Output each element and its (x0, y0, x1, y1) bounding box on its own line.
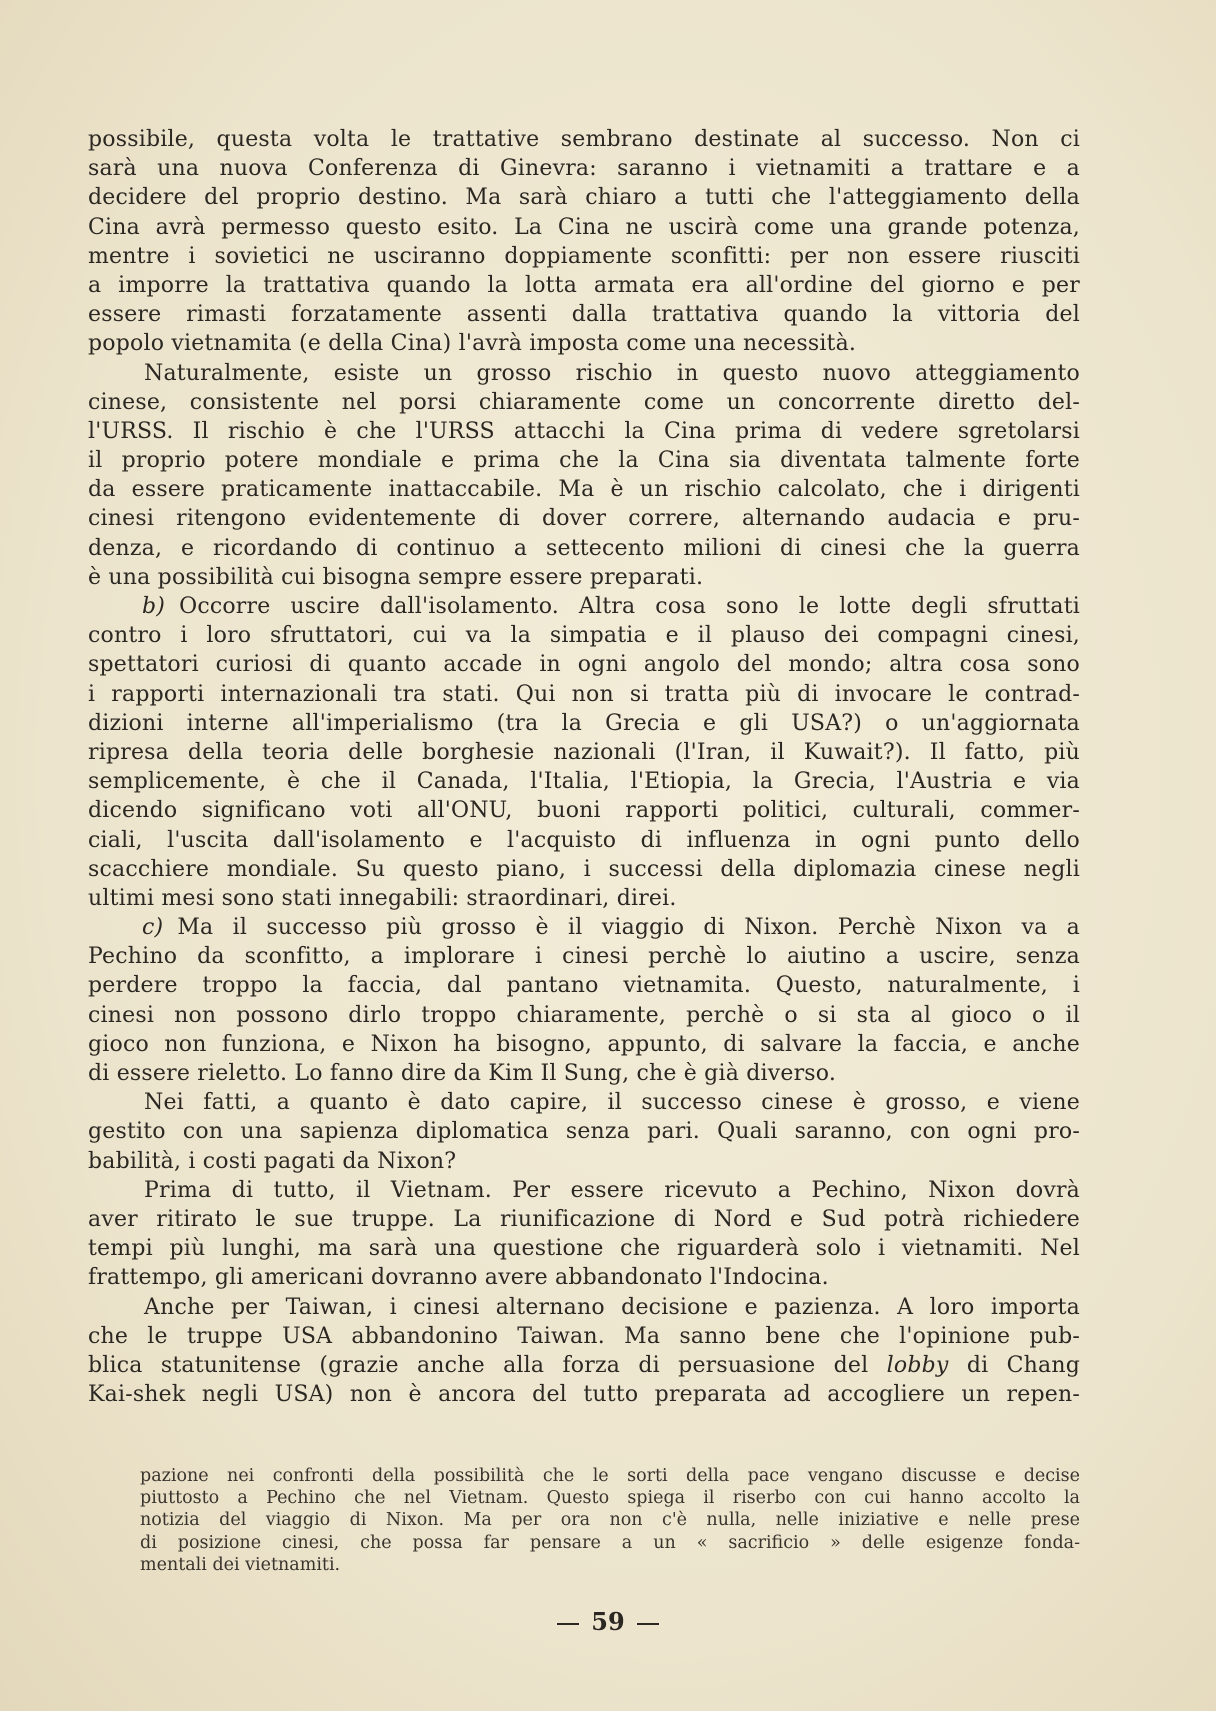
text-line-content: i rapporti internazionali tra stati. Qui non si tratta più di invocare le contrad- (88, 681, 1080, 707)
text-line-content: mentre i sovietici ne usciranno doppiamente sconfitti: per non essere riusciti (88, 243, 1080, 269)
text-line (88, 1030, 1080, 1059)
text-line-content: cinesi non possono dirlo troppo chiaramente, perchè o si sta al gioco o il (88, 1002, 1080, 1028)
text-line-content: Nei fatti, a quanto è dato capire, il successo cinese è grosso, e viene (144, 1090, 1080, 1116)
text-line-content: Prima di tutto, il Vietnam. Per essere ricevuto a Pechino, Nixon dovrà (144, 1177, 1080, 1203)
text-line-content: contro i loro sfruttatori, cui va la simpatia e il plauso dei compagni cinesi, (88, 623, 1080, 649)
text-line-content: tempi più lunghi, ma sarà una questione che riguarderà solo i vietnamiti. Nel (88, 1236, 1080, 1262)
text-line (88, 446, 1080, 475)
text-line (88, 242, 1080, 271)
text-line (88, 709, 1080, 738)
text-line (88, 300, 1080, 329)
text-line-content: frattempo, gli americani dovranno avere abbandonato l'Indocina. (88, 1265, 829, 1291)
text-line-content: spettatori curiosi di quanto accade in ogni angolo del mondo; altra cosa sono (88, 652, 1080, 678)
text-line (88, 913, 1080, 942)
text-line (88, 1001, 1080, 1030)
text-line (88, 1380, 1080, 1409)
text-line-content: Occorre uscire dall'isolamento. Altra cosa sono le lotte degli sfruttati (179, 594, 1080, 619)
text-line (88, 475, 1080, 504)
text-line (88, 213, 1080, 242)
text-line (88, 680, 1080, 709)
text-line-content: ripresa della teoria delle borghesie nazionali (l'Iran, il Kuwait?). Il fatto, più (88, 739, 1080, 765)
text-line (88, 1088, 1080, 1117)
text-line (88, 534, 1080, 563)
text-line-content: blica statunitense (grazie anche alla forza di persuasione del lobby di Chang (88, 1352, 1080, 1378)
text-line (88, 1205, 1080, 1234)
text-line (88, 1263, 1080, 1292)
text-line-content: aver ritirato le sue truppe. La riunificazione di Nord e Sud potrà richiedere (88, 1206, 1080, 1232)
text-line (88, 884, 1080, 913)
page-number-value: 59 (591, 1607, 625, 1636)
text-line (88, 125, 1080, 154)
text-line-content: Naturalmente, esiste un grosso rischio in questo nuovo atteggiamento (144, 360, 1080, 386)
text-line (88, 592, 1080, 621)
text-line (88, 855, 1080, 884)
text-line (88, 329, 1080, 358)
text-line-content: Ma il successo più grosso è il viaggio di Nixon. Perchè Nixon va a (177, 915, 1080, 941)
text-line (88, 1322, 1080, 1351)
footnote-text (140, 1465, 1080, 1576)
text-line (88, 650, 1080, 679)
page-number-dash-left (557, 1623, 579, 1625)
text-line (88, 971, 1080, 1000)
text-line-content: cinese, consistente nel porsi chiaramente come un concorrente diretto del- (88, 389, 1080, 415)
text-line (88, 826, 1080, 855)
text-line (88, 388, 1080, 417)
list-label: c) (142, 915, 164, 941)
text-line-content: da essere praticamente inattaccabile. Ma è un rischio calcolato, che i dirigenti (88, 477, 1080, 503)
text-line-content: Pechino da sconfitto, a implorare i cinesi perchè lo aiutino a uscire, senza (88, 944, 1080, 970)
text-line (88, 359, 1080, 388)
text-line-content: gestito con una sapienza diplomatica senza pari. Quali saranno, con ogni pro- (88, 1119, 1080, 1145)
text-line (88, 796, 1080, 825)
text-line-content: mentali dei vietnamiti. (140, 1554, 341, 1575)
text-line-content: possibile, questa volta le trattative sembrano destinate al successo. Non ci (88, 127, 1080, 152)
text-line (88, 738, 1080, 767)
text-line-content: semplicemente, è che il Canada, l'Italia, l'Etiopia, la Grecia, l'Austria e via (88, 769, 1080, 795)
text-line-content: Kai-shek negli USA) non è ancora del tutto preparata ad accogliere un repen- (88, 1382, 1080, 1408)
list-label: b) (142, 594, 166, 619)
text-line (88, 767, 1080, 796)
text-line (88, 1059, 1080, 1088)
text-line (88, 154, 1080, 183)
text-line (88, 1234, 1080, 1263)
text-line (88, 271, 1080, 300)
text-line (88, 504, 1080, 533)
text-line-content: decidere del proprio destino. Ma sarà chiaro a tutti che l'atteggiamento della (88, 185, 1080, 211)
text-line-content: di essere rieletto. Lo fanno dire da Kim Il Sung, che è già diverso. (88, 1061, 837, 1086)
text-line-content: popolo vietnamita (e della Cina) l'avrà imposta come una necessità. (88, 331, 857, 357)
text-line-content: babilità, i costi pagati da Nixon? (88, 1148, 457, 1174)
text-line (88, 942, 1080, 971)
text-line-content: pazione nei confronti della possibilità che le sorti della pace vengano discusse e decise (140, 1466, 1080, 1486)
text-line (88, 1147, 1080, 1176)
text-line-content: denza, e ricordando di continuo a settecento milioni di cinesi che la guerra (88, 535, 1080, 561)
footnote-line (140, 1532, 1080, 1554)
text-line-content: scacchiere mondiale. Su questo piano, i successi della diplomazia cinese negli (88, 856, 1080, 882)
text-line (88, 563, 1080, 592)
text-line-content: a imporre la trattativa quando la lotta armata era all'ordine del giorno e per (88, 272, 1080, 298)
text-line-content: essere rimasti forzatamente assenti dalla trattativa quando la vittoria del (88, 302, 1080, 328)
text-line-content: sarà una nuova Conferenza di Ginevra: saranno i vietnamiti a trattare e a (88, 156, 1080, 182)
text-line-content: il proprio potere mondiale e prima che la Cina sia diventata talmente forte (88, 448, 1080, 474)
text-line (88, 1293, 1080, 1322)
text-line-content: Cina avrà permesso questo esito. La Cina ne uscirà come una grande potenza, (88, 214, 1080, 240)
text-line (88, 417, 1080, 446)
text-line-content: ultimi mesi sono stati innegabili: straordinari, direi. (88, 885, 677, 911)
footnote-line (140, 1509, 1080, 1531)
text-line-content: è una possibilità cui bisogna sempre essere preparati. (88, 564, 704, 590)
text-line (88, 1351, 1080, 1380)
text-line-content: gioco non funziona, e Nixon ha bisogno, appunto, di salvare la faccia, e anche (88, 1031, 1080, 1057)
text-line-content: l'URSS. Il rischio è che l'URSS attacchi la Cina prima di vedere sgretolarsi (88, 418, 1080, 444)
text-line-content: dizioni interne all'imperialismo (tra la Grecia e gli USA?) o un'aggiornata (88, 710, 1080, 736)
text-line-content: di posizione cinesi, che possa far pensare a un « sacrificio » delle esigenze fonda- (140, 1532, 1080, 1553)
text-line-content: dicendo significano voti all'ONU, buoni rapporti politici, culturali, commer- (88, 798, 1080, 824)
text-line-content: Anche per Taiwan, i cinesi alternano decisione e pazienza. A loro importa (144, 1294, 1080, 1320)
text-line-content: piuttosto a Pechino che nel Vietnam. Questo spiega il riserbo con cui hanno accolto la (140, 1488, 1080, 1509)
body-text (88, 125, 1080, 1409)
text-line-content: notizia del viaggio di Nixon. Ma per ora non c'è nulla, nelle iniziative e nelle prese (140, 1510, 1080, 1531)
text-line-content: cinesi ritengono evidentemente di dover correre, alternando audacia e pru- (88, 506, 1080, 532)
page-number (0, 1607, 1216, 1636)
text-line-content: che le truppe USA abbandonino Taiwan. Ma sanno bene che l'opinione pub- (88, 1323, 1080, 1349)
text-line-content: ciali, l'uscita dall'isolamento e l'acquisto di influenza in ogni punto dello (88, 827, 1080, 853)
text-line-content: perdere troppo la faccia, dal pantano vietnamita. Questo, naturalmente, i (88, 973, 1080, 999)
text-line (88, 621, 1080, 650)
page-number-dash-right (637, 1623, 659, 1625)
text-line (88, 1117, 1080, 1146)
text-line (88, 1176, 1080, 1205)
text-line (88, 183, 1080, 212)
footnote-line (140, 1554, 1080, 1576)
footnote-line (140, 1487, 1080, 1509)
footnote-line (140, 1465, 1080, 1487)
